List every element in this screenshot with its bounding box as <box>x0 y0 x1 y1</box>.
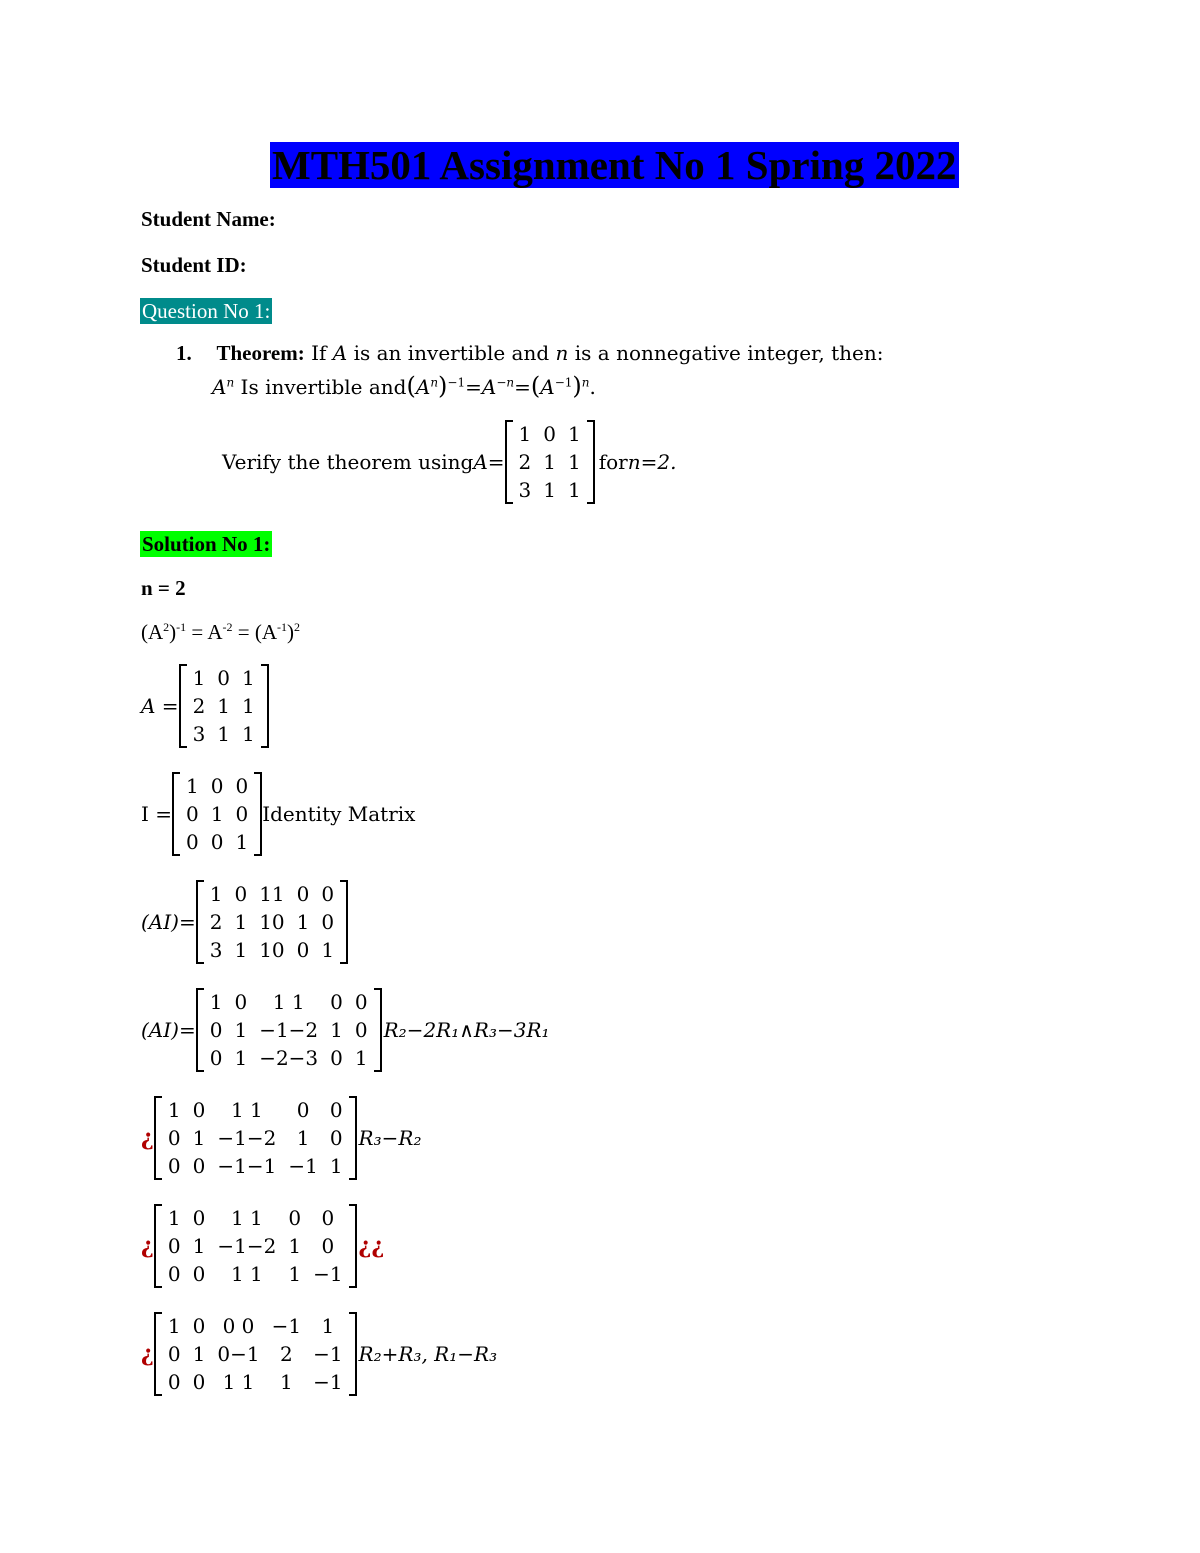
matrix-cell: 1 <box>321 1314 335 1338</box>
matrix-cell: 1 <box>242 722 255 746</box>
matrix-cell: 0 <box>209 1018 223 1042</box>
student-id-label: Student ID: <box>141 253 247 277</box>
matrix-row <box>204 1016 374 1044</box>
matrix-cell: 1 1 <box>230 1262 263 1286</box>
matrix-cell: 0 <box>167 1262 181 1286</box>
verify-text: Verify the theorem using <box>222 450 474 474</box>
matrix-cell: 1 <box>192 1342 206 1366</box>
matrix-row <box>162 1096 349 1124</box>
matrix-4 <box>154 1204 357 1288</box>
formula-eq: =A <box>465 375 497 399</box>
matrix-ai-1 <box>196 880 348 964</box>
matrix-cell: −1 <box>313 1370 343 1394</box>
formula-a: A <box>212 375 227 399</box>
matrix-cell: 0 <box>235 802 249 826</box>
matrix-ai-2 <box>196 988 382 1072</box>
theorem-formula: $A^n$ Is invertible $and(A^n)^{-1}=A^{-n}=(A^{-1})^n$. <box>212 372 596 400</box>
matrix-cell: 0 0 <box>222 1314 255 1338</box>
matrix-cell: 0 <box>167 1342 181 1366</box>
verify-matrix <box>505 420 595 504</box>
matrix-cell: 1 <box>234 910 248 934</box>
matrix-cell: 0 <box>288 1206 302 1230</box>
matrix-cell: 10 <box>259 938 285 962</box>
matrix-row <box>162 1312 349 1340</box>
matrix-cell: 0 <box>186 802 199 826</box>
i-eq: I = <box>141 802 173 826</box>
matrix-cell: 1 1 <box>222 1370 255 1394</box>
matrix-cell: −1 <box>271 1314 302 1338</box>
matrix-cell: 2 <box>209 910 223 934</box>
matrix-cell: 1 <box>321 938 335 962</box>
matrix-row <box>162 1152 349 1180</box>
matrix-row <box>187 720 261 748</box>
glyph-q-4: ¿ <box>141 1341 154 1367</box>
inverse-identity: $(A^2)^{-1} = A^{-2} = (A^{-1})^2$ <box>141 620 301 644</box>
matrix-cell: 1 <box>518 422 532 446</box>
matrix-cell: 1 <box>192 666 206 690</box>
matrix-cell: 1 <box>329 1154 343 1178</box>
matrix-cell: 1 <box>192 1234 206 1258</box>
matrix-cell: 1 <box>330 1018 343 1042</box>
glyph-q-2: ¿ <box>141 1233 154 1259</box>
matrix-cell: 10 <box>259 910 285 934</box>
verify-for: for <box>598 450 628 474</box>
matrix-cell: 0 <box>167 1234 181 1258</box>
matrix-cell: 1 <box>210 802 224 826</box>
glyph-q-1: ¿ <box>141 1125 154 1151</box>
matrix-cell: 0 <box>235 774 249 798</box>
matrix-row <box>187 664 261 692</box>
matrix-cell: 0 <box>296 938 310 962</box>
matrix-cell: 1 <box>242 694 255 718</box>
matrix-row <box>162 1232 349 1260</box>
page-title: MTH501 Assignment No 1 Spring 2022 <box>272 142 957 188</box>
formula-text: Is invertible and <box>234 375 407 399</box>
identity-label: Identity Matrix <box>262 802 416 826</box>
matrix-a <box>179 664 269 748</box>
verify-a: A= <box>473 450 505 474</box>
theorem-var-a: A <box>332 341 348 365</box>
verify-n: n=2. <box>627 450 677 474</box>
solution-heading: Solution No 1: <box>142 532 271 556</box>
matrix-row <box>513 420 587 448</box>
matrix-cell: 1 <box>167 1098 181 1122</box>
verify-line <box>222 420 676 504</box>
matrix-cell: 0 <box>192 1262 206 1286</box>
matrix-cell: 0 <box>354 1018 368 1042</box>
formula-eq2: = <box>514 375 531 399</box>
matrix-ai1-block <box>141 880 348 964</box>
matrix-row <box>513 476 587 504</box>
matrix-cell: 1 <box>217 694 231 718</box>
matrix-cell: 1 <box>279 1370 293 1394</box>
matrix-cell: 0 <box>192 1206 206 1230</box>
matrix-cell: −2−3 <box>259 1046 319 1070</box>
matrix-cell: 1 <box>288 1234 302 1258</box>
ai-eq-2: (AI)= <box>141 1018 196 1042</box>
matrix-cell: 1 <box>192 1126 206 1150</box>
matrix-cell: 1 <box>543 450 556 474</box>
matrix-cell: 2 <box>279 1342 293 1366</box>
matrix-cell: 0 <box>167 1154 181 1178</box>
matrix-cell: 1 <box>209 882 223 906</box>
matrix-row <box>180 800 254 828</box>
matrix-cell: 2 <box>192 694 206 718</box>
matrix-cell: 1 <box>209 990 223 1014</box>
matrix-cell: 1 <box>296 910 310 934</box>
theorem-text-3: is a nonnegative integer, then: <box>568 341 884 365</box>
matrix-cell: −1−2 <box>217 1234 277 1258</box>
matrix-cell: 0 <box>321 882 335 906</box>
matrix-row <box>204 908 340 936</box>
matrix-cell: 3 <box>518 478 532 502</box>
matrix-5-block <box>141 1312 497 1396</box>
row-op-2: R₃−R₂ <box>358 1126 422 1150</box>
ai-eq-1: (AI)= <box>141 910 196 934</box>
matrix-cell: 0 <box>330 1046 343 1070</box>
matrix-row <box>162 1124 349 1152</box>
matrix-row <box>180 828 254 856</box>
matrix-cell: 1 <box>234 938 248 962</box>
matrix-cell: 1 1 <box>272 990 305 1014</box>
matrix-cell: 2 <box>518 450 532 474</box>
matrix-cell: 0 <box>543 422 556 446</box>
matrix-cell: 1 <box>543 478 556 502</box>
matrix-cell: 1 <box>186 774 199 798</box>
matrix-cell: 1 1 <box>230 1098 263 1122</box>
matrix-cell: −1−2 <box>259 1018 319 1042</box>
matrix-cell: 1 <box>296 1126 310 1150</box>
matrix-cell: −1 <box>288 1154 318 1178</box>
matrix-cell: −1−2 <box>217 1126 277 1150</box>
matrix-cell: 1 <box>234 1018 248 1042</box>
matrix-cell: 1 <box>167 1206 181 1230</box>
matrix-cell: 0 <box>321 910 335 934</box>
matrix-cell: 0 <box>217 666 231 690</box>
row-op-1: R₂−2R₁∧R₃−3R₁ <box>383 1018 550 1042</box>
matrix-cell: 0 <box>354 990 368 1014</box>
matrix-cell: 0 <box>186 830 199 854</box>
matrix-row <box>180 772 254 800</box>
matrix-cell: 1 <box>354 1046 368 1070</box>
matrix-cell: 3 <box>192 722 206 746</box>
matrix-cell: 1 <box>242 666 255 690</box>
matrix-cell: 0 <box>192 1154 206 1178</box>
matrix-cell: 1 <box>288 1262 302 1286</box>
matrix-cell: 0 <box>192 1098 206 1122</box>
matrix-cell: 1 1 <box>230 1206 263 1230</box>
matrix-cell: 0−1 <box>217 1342 260 1366</box>
matrix-3 <box>154 1096 357 1180</box>
matrix-ai2-block <box>141 988 550 1072</box>
matrix-a-block <box>141 664 269 748</box>
matrix-cell: 0 <box>296 882 310 906</box>
matrix-3-block <box>141 1096 421 1180</box>
matrix-cell: 0 <box>329 1098 343 1122</box>
matrix-row <box>162 1204 349 1232</box>
matrix-cell: 1 <box>235 830 249 854</box>
matrix-row <box>204 880 340 908</box>
matrix-row <box>162 1260 349 1288</box>
matrix-cell: 0 <box>234 882 248 906</box>
matrix-cell: 1 <box>217 722 231 746</box>
matrix-cell: 1 <box>167 1314 181 1338</box>
matrix-cell: 1 <box>567 478 581 502</box>
matrix-row <box>162 1340 349 1368</box>
student-name-label: Student Name: <box>141 207 276 231</box>
theorem-label: Theorem: <box>216 341 305 365</box>
matrix-5 <box>154 1312 357 1396</box>
matrix-cell: 3 <box>209 938 223 962</box>
matrix-cell: 0 <box>167 1370 181 1394</box>
matrix-cell: 1 <box>567 450 581 474</box>
matrix-cell: 0 <box>234 990 248 1014</box>
matrix-cell: −1−1 <box>217 1154 277 1178</box>
glyph-q-3: ¿¿ <box>358 1233 385 1259</box>
matrix-row <box>204 988 374 1016</box>
theorem-line <box>176 341 884 366</box>
matrix-i-block <box>141 772 415 856</box>
theorem-text-1: If <box>304 341 333 365</box>
matrix-row <box>204 936 340 964</box>
matrix-cell: 0 <box>321 1234 335 1258</box>
question-heading: Question No 1: <box>142 299 271 323</box>
matrix-row <box>187 692 261 720</box>
theorem-text-2: is an invertible and <box>347 341 556 365</box>
matrix-cell: 0 <box>192 1314 206 1338</box>
matrix-cell: 0 <box>330 990 343 1014</box>
matrix-cell: 1 <box>234 1046 248 1070</box>
question-number: 1. <box>176 341 192 365</box>
matrix-row <box>162 1368 349 1396</box>
matrix-cell: 0 <box>210 830 224 854</box>
matrix-cell: 0 <box>167 1126 181 1150</box>
matrix-row <box>513 448 587 476</box>
n-equals: n = 2 <box>141 576 186 600</box>
matrix-cell: 0 <box>210 774 224 798</box>
matrix-4-block <box>141 1204 384 1288</box>
matrix-cell: 0 <box>192 1370 206 1394</box>
matrix-row <box>204 1044 374 1072</box>
matrix-cell: 1 <box>567 422 581 446</box>
matrix-identity <box>172 772 262 856</box>
matrix-cell: −1 <box>313 1262 343 1286</box>
matrix-cell: 0 <box>296 1098 310 1122</box>
matrix-cell: 0 <box>209 1046 223 1070</box>
matrix-cell: −1 <box>313 1342 343 1366</box>
matrix-cell: 11 <box>259 882 285 906</box>
theorem-var-n: n <box>555 341 569 365</box>
a-eq: A = <box>141 694 179 718</box>
matrix-cell: 0 <box>321 1206 335 1230</box>
matrix-cell: 0 <box>329 1126 343 1150</box>
row-op-3: R₂+R₃, R₁−R₃ <box>358 1342 498 1366</box>
